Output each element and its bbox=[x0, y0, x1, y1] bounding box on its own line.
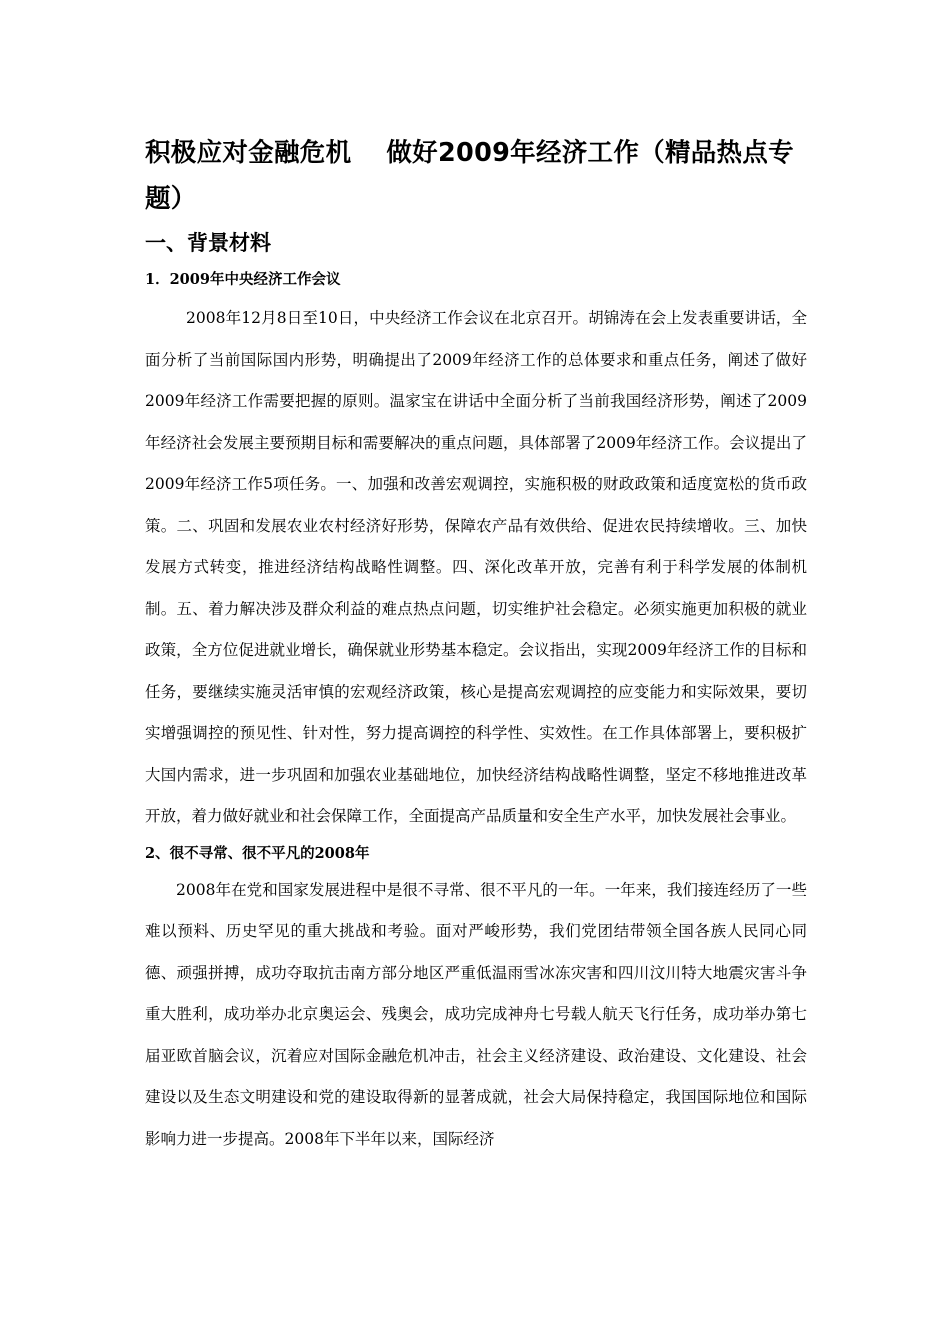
document-title: 积极应对金融危机 做好2009年经济工作（精品热点专题） bbox=[145, 138, 794, 214]
document-body bbox=[145, 130, 807, 1160]
paragraph-conference: 2008年12月8日至10日，中央经济工作会议在北京召开。胡锦涛在会上发表重要讲话，全面分析了当前国际国内形势，明确提出了2009年经济工作的总体要求和重点任务，阐述了做好2009年经济工作需要把握的原则。温家宝在讲话中全面分析了当前我国经济形势，阐述了2009年经济社会发展主要预期目标和需要解决的重点问题，具体部署了2009年经济工作。会议提出了2009年经济工作5项任务。一、加强和改善宏观调控，实施积极的财政政策和适度宽松的货币政策。二、巩固和发展农业农村经济好形势，保障农产品有效供给、促进农民持续增收。三、加快发展方式转变，推进经济结构战略性调整。四、深化改革开放，完善有利于科学发展的体制机制。五、着力解决涉及群众利益的难点热点问题，切实维护社会稳定。必须实施更加积极的就业政策，全方位促进就业增长，确保就业形势基本稳定。会议指出，实现2009年经济工作的目标和任务，要继续实施灵活审慎的宏观经济政策，核心是提高宏观调控的应变能力和实际效果，要切实增强调控的预见性、针对性，努力提高调控的科学性、实效性。在工作具体部署上，要积极扩大国内需求，进一步巩固和加强农业基础地位，加快经济结构战略性调整，坚定不移地推进改革开放，着力做好就业和社会保障工作，全面提高产品质量和安全生产水平，加快发展社会事业。 bbox=[145, 309, 807, 825]
subsection-heading-2008: 2、很不寻常、很不平凡的2008年 bbox=[145, 844, 370, 862]
paragraph-2008: 2008年在党和国家发展进程中是很不寻常、很不平凡的一年。一年来，我们接连经历了一些难以预料、历史罕见的重大挑战和考验。面对严峻形势，我们党团结带领全国各族人民同心同德、顽强拼搏，成功夺取抗击南方部分地区严重低温雨雪冰冻灾害和四川汶川特大地震灾害斗争重大胜利，成功举办北京奥运会、残奥会，成功完成神舟七号载人航天飞行任务，成功举办第七届亚欧首脑会议，沉着应对国际金融危机冲击，社会主义经济建设、政治建设、文化建设、社会建设以及生态文明建设和党的建设取得新的显著成就，社会大局保持稳定，我国国际地位和国际影响力进一步提高。2008年下半年以来，国际经济 bbox=[145, 880, 807, 1148]
subsection-heading-conference: 1．2009年中央经济工作会议 bbox=[145, 271, 341, 288]
section-heading-background: 一、背景材料 bbox=[145, 231, 271, 255]
